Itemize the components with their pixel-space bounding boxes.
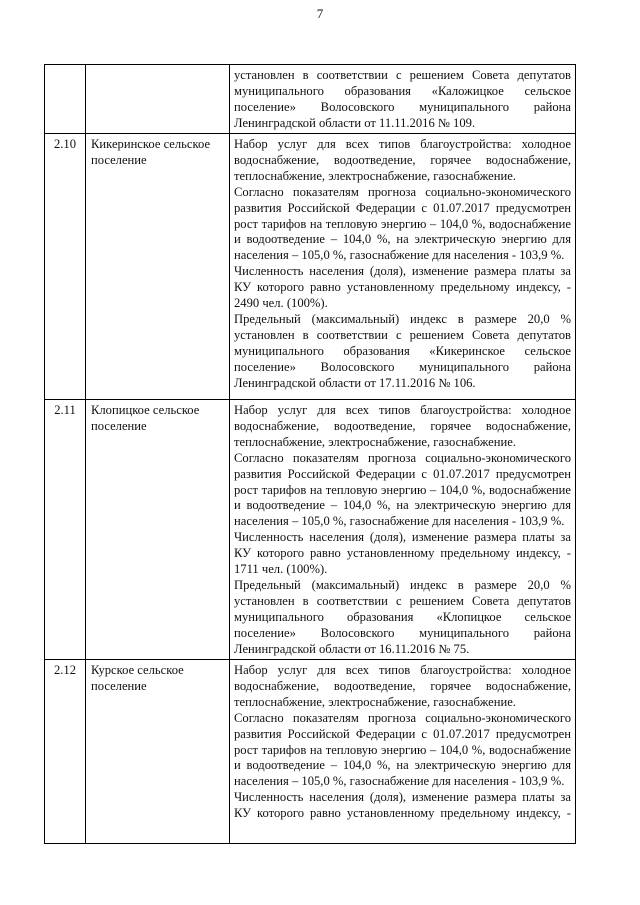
description-paragraph: Согласно показателям прогноза социально-экономического развития Российской Федерации с 01.07.2017 предусмотрен рост тарифов на тепловую энергию – 104,0 %, водоснабжение и водоотведение – 104,0 %, на электрическую энергию для населения – 105,0 %, газоснабжение для населения - 103,9 %. bbox=[234, 450, 571, 529]
row-number: 2.10 bbox=[53, 137, 77, 151]
row-divider bbox=[45, 659, 575, 660]
row-description bbox=[234, 137, 571, 392]
description-paragraph: Согласно показателям прогноза социально-экономического развития Российской Федерации с 01.07.2017 предусмотрен рост тарифов на тепловую энергию – 104,0 %, водоснабжение и водоотведение – 104,0 %, на электрическую энергию для населения – 105,0 %, газоснабжение для населения - 103,9 %. bbox=[234, 710, 571, 789]
row-description bbox=[234, 403, 571, 658]
column-divider bbox=[229, 65, 230, 843]
settlement-name: Клопицкое сельское поселение bbox=[91, 403, 200, 433]
row-number: 2.11 bbox=[54, 403, 76, 417]
description-paragraph: Набор услуг для всех типов благоустройства: холодное водоснабжение, водоотведение, горячее водоснабжение, теплоснабжение, электроснабжение, газоснабжение. bbox=[234, 137, 571, 183]
description-paragraph: Численность населения (доля), изменение размера платы за КУ которого равно установленному предельному индексу, - bbox=[234, 790, 571, 821]
settlement-name: Курское сельское поселение bbox=[91, 663, 184, 693]
tariff-table bbox=[44, 64, 576, 844]
settlement-name: Кикеринское сельское поселение bbox=[91, 137, 211, 167]
description-paragraph: Согласно показателям прогноза социально-экономического развития Российской Федерации с 01.07.2017 предусмотрен рост тарифов на тепловую энергию – 104,0 %, водоснабжение и водоотведение – 104,0 %, на электрическую энергию для населения – 105,0 %, газоснабжение для населения - 103,9 %. bbox=[234, 184, 571, 263]
page-number: 7 bbox=[316, 6, 324, 21]
description-paragraph: Численность населения (доля), изменение размера платы за КУ которого равно установленному предельному индексу, - 2490 чел. (100%). bbox=[234, 264, 571, 311]
row-description bbox=[234, 663, 571, 822]
row-number: 2.12 bbox=[53, 663, 77, 677]
row-divider bbox=[45, 133, 575, 134]
description-paragraph: установлен в соответствии с решением Совета депутатов муниципального образования «Каложицкое сельское поселение» Волосовского муниципального района Ленинградской области от 11.11.2016 № 109. bbox=[234, 68, 571, 130]
row-divider bbox=[45, 399, 575, 400]
description-paragraph: Набор услуг для всех типов благоустройства: холодное водоснабжение, водоотведение, горячее водоснабжение, теплоснабжение, электроснабжение, газоснабжение. bbox=[234, 403, 571, 449]
description-paragraph: Набор услуг для всех типов благоустройства: холодное водоснабжение, водоотведение, горячее водоснабжение, теплоснабжение, электроснабжение, газоснабжение. bbox=[234, 663, 571, 709]
description-paragraph: Численность населения (доля), изменение размера платы за КУ которого равно установленному предельному индексу, - 1711 чел. (100%). bbox=[234, 530, 571, 577]
description-paragraph: Предельный (максимальный) индекс в размере 20,0 % установлен в соответствии с решением Совета депутатов муниципального образования «Клопицкое сельское поселение» Волосовского муниципального района Ленинградской области от 16.11.2016 № 75. bbox=[234, 577, 571, 656]
column-divider bbox=[85, 65, 86, 843]
description-paragraph: Предельный (максимальный) индекс в размере 20,0 % установлен в соответствии с решением Совета депутатов муниципального образования «Кикеринское сельское поселение» Волосовского муниципального района Ленинградской области от 17.11.2016 № 106. bbox=[234, 311, 571, 390]
row-description bbox=[234, 68, 571, 132]
